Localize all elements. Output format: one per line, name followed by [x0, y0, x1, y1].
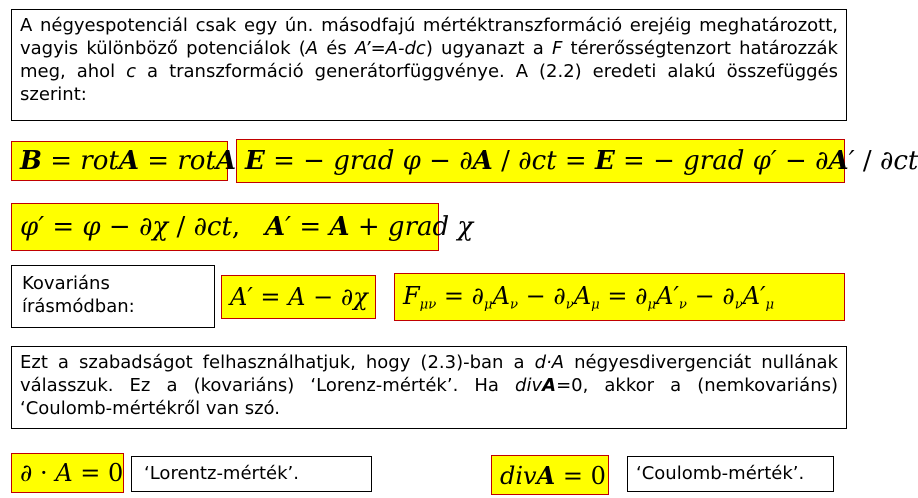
- intro-text-b: és: [318, 38, 355, 59]
- lorenz-text-a: Ezt a szabadságot felhasználhatjuk, hogy (2.3)-ban a: [20, 352, 535, 373]
- equation-f-mu-nu: [394, 273, 845, 321]
- equation-e-grad-text: E = − grad φ − ∂A / ∂ct = E = − grad φ′ − ∂A′ / ∂ct: [245, 146, 918, 176]
- symbol-F: F: [551, 38, 563, 59]
- equation-lorentz-gauge: [11, 453, 124, 493]
- lorenz-text-b: négyesdivergenciát nullának válasszuk. Ez a (kovariáns) ‘Lorenz-mérték’. Ha: [20, 352, 838, 396]
- intro-text-c: ) ugyanazt a: [425, 38, 552, 59]
- lorenz-paragraph: [11, 346, 847, 429]
- equation-a-prime: [221, 275, 376, 319]
- equation-phi-prime: [11, 203, 474, 251]
- lorentz-label-text: ‘Lorentz-mérték’.: [144, 463, 299, 484]
- lorentz-label: [131, 456, 372, 492]
- equation-b-rot-a-text: B = rotA = rotA: [20, 146, 237, 176]
- symbol-A-bold: A: [542, 375, 557, 396]
- intro-text-e: a transzformáció generátorfüggvénye. A (2.2) eredeti alakú összefüggés szerint:: [20, 61, 839, 105]
- equation-e-grad: [236, 139, 918, 183]
- symbol-dA: d·A: [534, 352, 565, 373]
- equation-a-prime-text: A′ = A − ∂χ: [230, 283, 368, 311]
- equation-coulomb-gauge-text: divA = 0: [500, 460, 606, 490]
- lorenz-text-c: =0, akkor a (nemkovariáns) ‘Coulomb-mértékről van szó.: [20, 375, 839, 419]
- coulomb-label-text: ‘Coulomb-mérték’.: [636, 463, 805, 484]
- symbol-c: c: [126, 61, 137, 82]
- intro-text-d: térerősségtenzort határozzák meg, ahol: [20, 38, 838, 82]
- symbol-A: A: [305, 38, 319, 59]
- symbol-A-prime-eq: A’=A-dc: [354, 38, 426, 59]
- equation-b-rot-a: [11, 141, 237, 181]
- kovarians-label-text: Kovariáns írásmódban:: [22, 273, 135, 317]
- equation-f-mu-nu-text: $F_{\mu\nu} = \partial_\mu A_\nu - \partial_\nu A_\mu = \partial_\mu A'_\nu - \partial_\nu A'_\mu$: [403, 281, 775, 313]
- equation-phi-prime-text: φ′ = φ − ∂χ / ∂ct, A′ = A + grad χ: [20, 212, 474, 242]
- symbol-div: div: [515, 375, 543, 396]
- intro-paragraph: [11, 9, 847, 121]
- equation-coulomb-gauge: [491, 455, 609, 495]
- kovarians-label: [11, 265, 215, 328]
- equation-lorentz-gauge-text: ∂ · A = 0: [20, 459, 124, 487]
- coulomb-label: [627, 456, 834, 492]
- intro-text-a: A négyespotenciál csak egy ún. másodfajú mértéktranszformáció erejéig meghatározott, vagyis különböző potenciálok (: [20, 15, 838, 59]
